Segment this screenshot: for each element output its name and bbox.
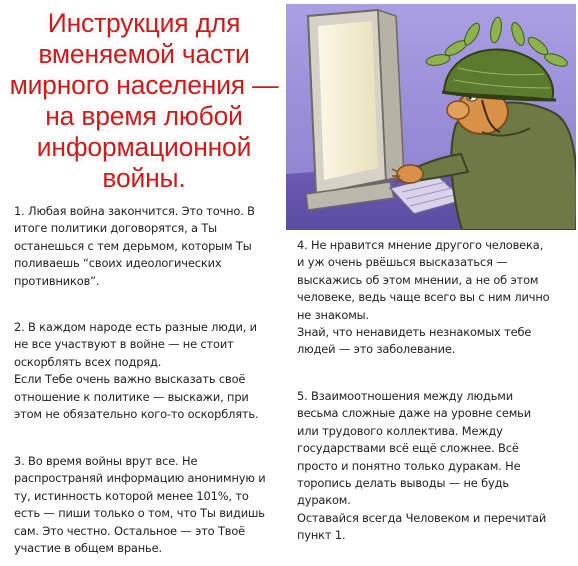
title-line: вменяемой части [38, 39, 250, 69]
monitor-icon [306, 10, 404, 210]
instruction-item-5 [297, 388, 575, 545]
title-line: мирного населения — [9, 70, 279, 100]
item-5-line: 5. Взаимоотношения между людьми [297, 389, 513, 403]
item-5-line: или трудового коллектива. Между [297, 423, 503, 438]
instruction-item-1 [14, 203, 282, 290]
item-5-line: просто и понятно только дуракам. Не [297, 458, 521, 473]
item-3-line: распространяй информацию анонимную и [14, 471, 266, 486]
item-5-line: весьма сложные даже на уровне семьи [297, 406, 531, 421]
item-1-line: итоге политики договорятся, а Ты [14, 221, 217, 236]
item-5-line: Оставайся всегда Человеком и перечитай [297, 510, 547, 525]
item-2-line: Если Тебе очень важно высказать своё [14, 372, 246, 387]
item-4-line: людей — это заболевание. [297, 342, 456, 357]
item-2-line: не все участвуют в войне — не стоит [14, 337, 234, 352]
soldier-at-computer-illustration [286, 4, 576, 230]
item-1-line: 1. Любая война закончится. Это точно. В [14, 204, 255, 218]
item-4-line: и уж очень рвёшься высказаться — [297, 255, 508, 270]
item-3-line: участие в общем вранье. [14, 541, 162, 556]
item-3-line: сам. Это честно. Остальное — это Твоё [14, 523, 246, 538]
item-2-line: оскорблять всех подряд. [14, 354, 162, 369]
instruction-item-4 [297, 237, 575, 359]
item-3-line: есть — пиши только о том, что Ты видишь [14, 506, 265, 521]
page-title [8, 8, 280, 196]
item-1-line: противников”. [14, 273, 100, 288]
instruction-item-3 [14, 453, 282, 557]
item-3-line: ту, истинность которой менее 101%, то [14, 488, 249, 503]
item-4-line: 4. Не нравится мнение другого человека, [297, 238, 544, 252]
item-4-line: Знай, что ненавидеть незнакомых тебе [297, 325, 532, 340]
title-line: на время любой [45, 101, 243, 131]
item-1-line: останешься с тем дерьмом, которым Ты [14, 238, 252, 253]
item-5-line: пункт 1. [297, 528, 346, 543]
instruction-item-2 [14, 319, 282, 423]
item-5-line: государствами всё ещё сложнее. Всё [297, 441, 519, 456]
item-2-line: этом не обязательно кого-то оскорблять. [14, 407, 259, 422]
illustration-art [286, 4, 576, 230]
item-3-line: 3. Во время войны врут все. Не [14, 454, 198, 468]
title-line: Инструкция для [47, 8, 241, 38]
item-2-line: отношение к политике — выскажи, при [14, 389, 249, 404]
item-1-line: поливаешь “своих идеологических [14, 256, 222, 271]
title-line: информационной [36, 132, 252, 162]
item-4-line: не знакомы. [297, 307, 369, 322]
item-5-line: торопись делать выводы — не будь [297, 476, 509, 491]
title-line: войны. [102, 163, 186, 193]
item-4-line: человеке, ведь чаще всего вы с ним лично [297, 290, 550, 305]
item-2-line: 2. В каждом народе есть разные люди, и [14, 320, 257, 334]
item-4-line: выскажись об этом мнении, а не об этом [297, 272, 539, 287]
item-5-line: дураком. [297, 493, 351, 508]
